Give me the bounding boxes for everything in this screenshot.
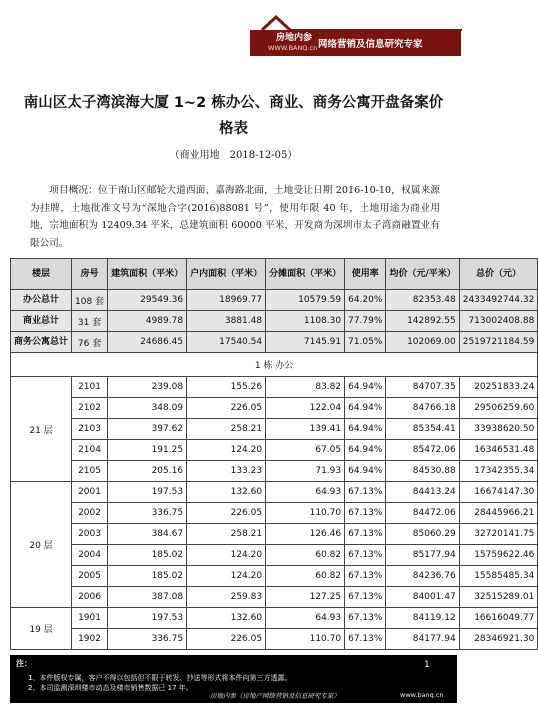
cell-total: 29506259.60: [459, 398, 538, 419]
note-title: 注：: [16, 659, 32, 668]
note-monitoring: 2、本司监测深圳楼市动态及楼市销售数据已 17 年。: [28, 684, 193, 692]
cell-avg: 84707.35: [386, 377, 459, 398]
cell-gfa: 205.16: [108, 461, 187, 482]
cell-gfa: 197.53: [108, 482, 187, 503]
price-table: [10, 258, 538, 650]
cell-total: 28346921.30: [459, 629, 538, 650]
banner-url: WWW.BANQ.cn: [268, 44, 318, 52]
cell-total: 15585485.34: [459, 566, 538, 587]
summary-inner: 18969.77: [187, 290, 266, 311]
summary-shared: 1108.30: [266, 311, 345, 332]
header-inner: 户内面积（平米）: [187, 259, 266, 290]
cell-shared: 64.93: [266, 608, 345, 629]
cell-shared: 110.70: [266, 503, 345, 524]
cell-avg: 85060.29: [386, 524, 459, 545]
table-row: [11, 461, 538, 482]
cell-total: 17342355.34: [459, 461, 538, 482]
summary-shared: 10579.59: [266, 290, 345, 311]
cell-ratio: 67.13%: [345, 608, 386, 629]
table-row: [11, 440, 538, 461]
cell-inner: 259.83: [187, 587, 266, 608]
cell-shared: 64.93: [266, 482, 345, 503]
summary-avg: 82353.48: [386, 290, 459, 311]
room-number: 2103: [72, 419, 108, 440]
cell-inner: 258.21: [187, 524, 266, 545]
cell-avg: 84413.24: [386, 482, 459, 503]
floor-label: 21 层: [11, 377, 72, 482]
room-number: 2002: [72, 503, 108, 524]
cell-gfa: 239.08: [108, 377, 187, 398]
summary-gfa: 4989.78: [108, 311, 187, 332]
cell-shared: 127.25: [266, 587, 345, 608]
cell-inner: 226.05: [187, 398, 266, 419]
header-banner: [0, 0, 467, 62]
table-body: [11, 290, 538, 650]
cell-shared: 71.93: [266, 461, 345, 482]
cell-gfa: 384.67: [108, 524, 187, 545]
room-number: 2104: [72, 440, 108, 461]
table-row: [11, 587, 538, 608]
cell-inner: 133.23: [187, 461, 266, 482]
cell-shared: 110.70: [266, 629, 345, 650]
header-room: 房号: [72, 259, 108, 290]
cell-ratio: 67.13%: [345, 566, 386, 587]
cell-ratio: 67.13%: [345, 482, 386, 503]
banner-slogan: 网络营销及信息研究专家: [318, 39, 423, 50]
cell-total: 32515289.01: [459, 587, 538, 608]
cell-ratio: 67.13%: [345, 524, 386, 545]
floor-label: 20 层: [11, 482, 72, 608]
cell-ratio: 67.13%: [345, 503, 386, 524]
cell-gfa: 197.53: [108, 608, 187, 629]
header-floor: 楼层: [11, 259, 72, 290]
cell-ratio: 64.94%: [345, 419, 386, 440]
summary-label: 商业总计: [11, 311, 72, 332]
cell-ratio: 64.94%: [345, 440, 386, 461]
cell-inner: 226.05: [187, 629, 266, 650]
room-number: 2003: [72, 524, 108, 545]
note-copyright: 1、本件版权专属，客户不得以包括但不限于转发、抄送等形式将本件向第三方透露。: [28, 674, 292, 682]
summary-total: 2519721184.59: [459, 332, 538, 353]
cell-avg: 85354.41: [386, 419, 459, 440]
room-number: 2005: [72, 566, 108, 587]
summary-ratio: 64.20%: [345, 290, 386, 311]
cell-avg: 84001.47: [386, 587, 459, 608]
footer-notes: [10, 655, 457, 703]
cell-inner: 258.21: [187, 419, 266, 440]
summary-row: [11, 332, 538, 353]
document-title: 南山区太子湾滨海大厦 1~2 栋办公、商业、商务公寓开盘备案价格表: [23, 95, 444, 137]
summary-total: 2433492744.32: [459, 290, 538, 311]
summary-label: 办公总计: [11, 290, 72, 311]
cell-total: 15759622.46: [459, 545, 538, 566]
cell-gfa: 185.02: [108, 566, 187, 587]
cell-shared: 60.82: [266, 566, 345, 587]
summary-rooms: 76 套: [72, 332, 108, 353]
table-row: [11, 629, 538, 650]
header-ratio: 使用率: [345, 259, 386, 290]
cell-ratio: 64.94%: [345, 377, 386, 398]
room-number: 2004: [72, 545, 108, 566]
banner-brand: 房地内参: [276, 33, 313, 43]
table-row: [11, 608, 538, 629]
cell-inner: 155.26: [187, 377, 266, 398]
cell-shared: 126.46: [266, 524, 345, 545]
cell-shared: 83.82: [266, 377, 345, 398]
summary-ratio: 71.05%: [345, 332, 386, 353]
summary-label: 商务公寓总计: [11, 332, 72, 353]
footer-url: www.banq.cn: [400, 691, 444, 699]
header-total-price: 总价（元）: [459, 259, 538, 290]
room-number: 2001: [72, 482, 108, 503]
room-number: 2006: [72, 587, 108, 608]
table-row: [11, 377, 538, 398]
cell-ratio: 67.13%: [345, 545, 386, 566]
summary-shared: 7145.91: [266, 332, 345, 353]
cell-avg: 84236.76: [386, 566, 459, 587]
cell-gfa: 336.75: [108, 503, 187, 524]
cell-inner: 124.20: [187, 440, 266, 461]
table-row: [11, 398, 538, 419]
cell-shared: 67.05: [266, 440, 345, 461]
document-subtitle: （商业用地 2018-12-05）: [169, 150, 298, 161]
cell-total: 28445966.21: [459, 503, 538, 524]
table-row: [11, 419, 538, 440]
room-number: 1901: [72, 608, 108, 629]
cell-total: 33938620.50: [459, 419, 538, 440]
cell-ratio: 67.13%: [345, 629, 386, 650]
room-number: 1902: [72, 629, 108, 650]
header-gfa: 建筑面积（平米）: [108, 259, 187, 290]
cell-avg: 84472.06: [386, 503, 459, 524]
cell-ratio: 67.13%: [345, 587, 386, 608]
summary-row: [11, 290, 538, 311]
project-overview: 项目概况：位于南山区邮轮大道西面、嘉海路北面，土地受让日期 2016-10-10，权属来源为挂牌，土地批准文号为“深地合字(2016)88081 号”，使用年限 40 年，土地用途为商业用地，宗地面积为 12409.34 平米，总建筑面积 60000 平米，开发商为深圳市太子湾商融置业有限公司。: [30, 185, 440, 249]
summary-avg: 142892.55: [386, 311, 459, 332]
cell-total: 32720141.75: [459, 524, 538, 545]
cell-total: 16346531.48: [459, 440, 538, 461]
cell-ratio: 64.94%: [345, 398, 386, 419]
summary-total: 713002408.88: [459, 311, 538, 332]
summary-inner: 17540.54: [187, 332, 266, 353]
cell-inner: 132.60: [187, 608, 266, 629]
summary-ratio: 77.79%: [345, 311, 386, 332]
summary-rooms: 31 套: [72, 311, 108, 332]
cell-avg: 85177.94: [386, 545, 459, 566]
summary-row: [11, 311, 538, 332]
summary-gfa: 24686.45: [108, 332, 187, 353]
header-shared: 分摊面积（平米）: [266, 259, 345, 290]
table-row: [11, 524, 538, 545]
summary-rooms: 108 套: [72, 290, 108, 311]
cell-avg: 85472.06: [386, 440, 459, 461]
table-header-row: [11, 259, 538, 290]
room-number: 2102: [72, 398, 108, 419]
summary-gfa: 29549.36: [108, 290, 187, 311]
table-row: [11, 545, 538, 566]
table-row: [11, 503, 538, 524]
cell-inner: 124.20: [187, 566, 266, 587]
cell-avg: 84177.94: [386, 629, 459, 650]
section-row: [11, 353, 538, 377]
cell-gfa: 397.62: [108, 419, 187, 440]
cell-gfa: 336.75: [108, 629, 187, 650]
cell-gfa: 191.25: [108, 440, 187, 461]
section-label: 1 栋 办公: [11, 353, 538, 377]
cell-gfa: 348.09: [108, 398, 187, 419]
cell-shared: 139.41: [266, 419, 345, 440]
cell-shared: 60.82: [266, 545, 345, 566]
room-number: 2105: [72, 461, 108, 482]
cell-inner: 124.20: [187, 545, 266, 566]
footer-brand: 房地内参（房地产网络营销及信息研究专家）: [210, 692, 340, 700]
room-number: 2101: [72, 377, 108, 398]
cell-ratio: 64.94%: [345, 461, 386, 482]
cell-avg: 84119.12: [386, 608, 459, 629]
page-number: 1: [424, 660, 430, 670]
cell-avg: 84530.88: [386, 461, 459, 482]
table-row: [11, 566, 538, 587]
cell-inner: 226.05: [187, 503, 266, 524]
summary-inner: 3881.48: [187, 311, 266, 332]
cell-total: 16616049.77: [459, 608, 538, 629]
cell-total: 20251833.24: [459, 377, 538, 398]
table-row: [11, 482, 538, 503]
cell-gfa: 387.08: [108, 587, 187, 608]
cell-total: 16674147.30: [459, 482, 538, 503]
header-avg-price: 均价（元/平米）: [386, 259, 459, 290]
floor-label: 19 层: [11, 608, 72, 650]
cell-shared: 122.04: [266, 398, 345, 419]
cell-avg: 84766.18: [386, 398, 459, 419]
cell-inner: 132.60: [187, 482, 266, 503]
cell-gfa: 185.02: [108, 545, 187, 566]
summary-avg: 102069.00: [386, 332, 459, 353]
